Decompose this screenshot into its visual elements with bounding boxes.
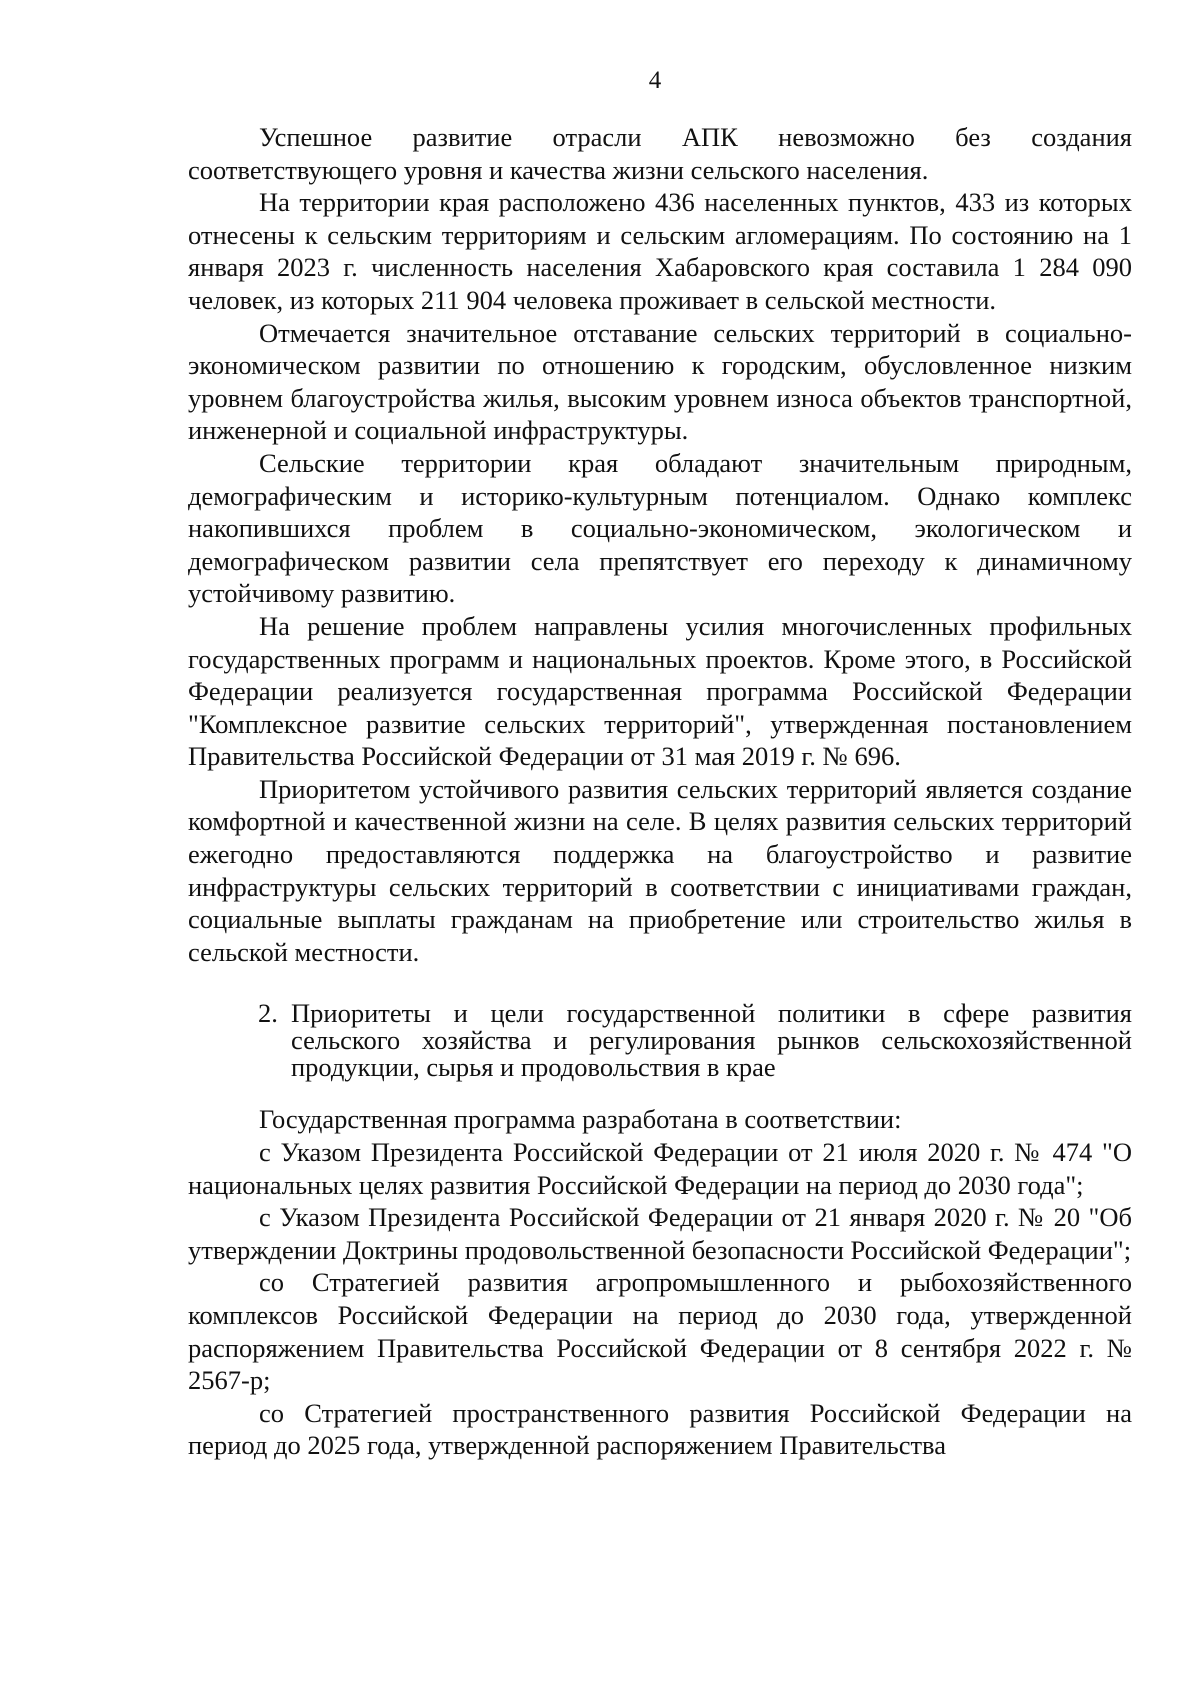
section-heading xyxy=(188,1000,1132,1081)
paragraph: На территории края расположено 436 населенных пунктов, 433 из которых отнесены к сельским территориям и сельским агломерациям. По состоянию на 1 января 2023 г. численность населения Хабаровского края составила 1 284 090 человек, из которых 211 904 человека проживает в сельской местности. xyxy=(188,187,1132,315)
page-number: 4 xyxy=(648,67,662,94)
document-body xyxy=(188,121,1132,1462)
paragraph: Успешное развитие отрасли АПК невозможно без создания соответствующего уровня и качества жизни сельского населения. xyxy=(188,122,1132,185)
paragraph: со Стратегией развития агропромышленного и рыбохозяйственного комплексов Российской Федерации на период до 2030 года, утвержденной распоряжением Правительства Российской Федерации от 8 сентября 2022 г. № 2567-р; xyxy=(188,1267,1132,1396)
paragraph: со Стратегией пространственного развития Российской Федерации на период до 2025 года, утвержденной распоряжением Правительства xyxy=(188,1397,1132,1461)
paragraph: На решение проблем направлены усилия многочисленных профильных государственных программ и национальных проектов. Кроме этого, в Российской Федерации реализуется государственная программа Российской Федерации "Комплексное развитие сельских территорий", утвержденная постановлением Правительства Российской Федерации от 31 мая 2019 г. № 696. xyxy=(188,610,1132,772)
paragraph: Государственная программа разработана в соответствии: xyxy=(259,1104,902,1135)
paragraph: Отмечается значительное отставание сельских территорий в социально-экономическом развитии по отношению к городским, обусловленное низким уровнем благоустройства жилья, высоким уровнем износа объектов транспортной, инженерной и социальной инфраструктуры. xyxy=(188,317,1132,446)
paragraph: Сельские территории края обладают значительным природным, демографическим и историко-культурным потенциалом. Однако комплекс накопившихся проблем в социально-экономическом, экологическом и демографическом развитии села препятствует его переходу к динамичному устойчивому развитию. xyxy=(188,447,1132,609)
section-number: 2. xyxy=(258,998,278,1029)
paragraph: с Указом Президента Российской Федерации от 21 июля 2020 г. № 474 "О национальных целях развития Российской Федерации на период до 2030 года"; xyxy=(188,1137,1132,1200)
paragraph: Приоритетом устойчивого развития сельских территорий является создание комфортной и качественной жизни на селе. В целях развития сельских территорий ежегодно предоставляются поддержка на благоустройство и развитие инфраструктуры сельских территорий в соответствии с инициативами граждан, социальные выплаты гражданам на приобретение или строительство жилья в сельской местности. xyxy=(188,773,1132,967)
section-title: Приоритеты и цели государственной политики в сфере развития сельского хозяйства и регулирования рынков сельскохозяйственной продукции, сырья и продовольствия в крае xyxy=(291,998,1132,1083)
paragraph: с Указом Президента Российской Федерации от 21 января 2020 г. № 20 "Об утверждении Доктрины продовольственной безопасности Российской Федерации"; xyxy=(188,1202,1132,1265)
